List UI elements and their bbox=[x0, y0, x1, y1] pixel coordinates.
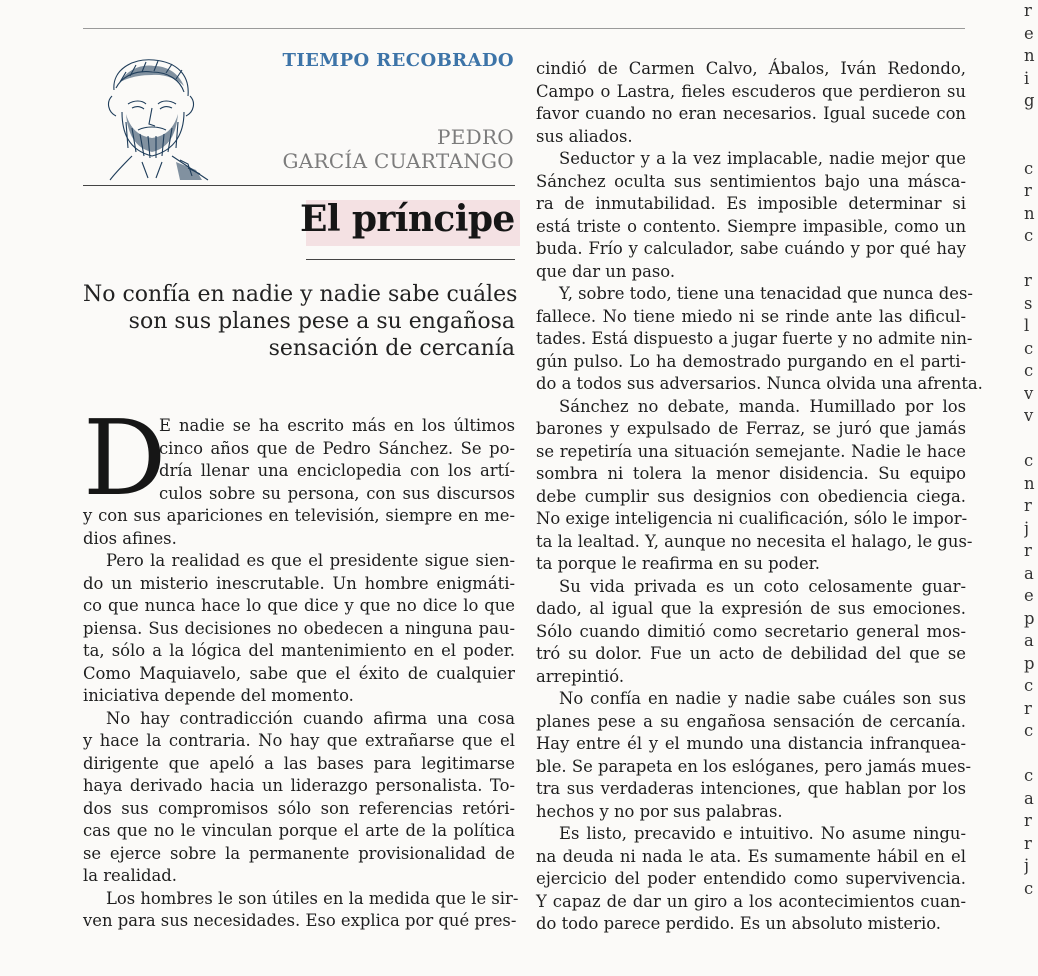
headline-divider bbox=[306, 259, 515, 260]
edge-letter: a bbox=[1024, 563, 1034, 583]
edge-letter: n bbox=[1024, 46, 1035, 65]
article-line: Hay entre él y el mundo una distancia infranquea- bbox=[536, 734, 966, 753]
article-line: sus aliados. bbox=[536, 126, 633, 146]
edge-letter: c bbox=[1024, 451, 1034, 470]
article-line: dos sus compromisos sólo son referencias retóri- bbox=[83, 798, 515, 818]
headline: El príncipe bbox=[300, 198, 515, 240]
article-line: do a todos sus adversarios. Nunca olvida una afrenta. bbox=[536, 374, 983, 393]
article-line: que dar un paso. bbox=[536, 261, 676, 281]
article-line: No confía en nadie y nadie sabe cuáles son sus bbox=[559, 689, 966, 708]
edge-letter: g bbox=[1024, 91, 1035, 110]
article-column-1 bbox=[83, 415, 519, 933]
article-line: sombra ni tolera la menor disidencia. Su equipo bbox=[536, 464, 966, 483]
standfirst-line: sensación de cercanía bbox=[268, 336, 515, 361]
edge-letter: i bbox=[1024, 68, 1030, 88]
author-last-name: GARCÍA CUARTANGO bbox=[282, 149, 514, 173]
article-line: E nadie se ha escrito más en los últimos bbox=[159, 416, 515, 435]
article-line: está triste o contento. Siempre impasible, como un bbox=[536, 216, 966, 236]
edge-letter: r bbox=[1024, 541, 1032, 560]
article-line: planes pese a su engañosa sensación de cercanía. bbox=[536, 711, 966, 731]
article-line: y con sus apariciones en televisión, siempre en me- bbox=[83, 506, 515, 525]
edge-letter: a bbox=[1024, 788, 1034, 808]
article-line: y hace la contraria. No hay que extrañarse que el bbox=[83, 731, 515, 750]
edge-letter: c bbox=[1024, 766, 1034, 785]
edge-letter: c bbox=[1024, 676, 1034, 695]
article-line: Sólo cuando dimitió como secretario general mos- bbox=[536, 621, 966, 641]
article-line: tró su dolor. Fue un acto de debilidad del que se bbox=[536, 644, 966, 663]
drop-cap: D bbox=[83, 397, 167, 519]
author-first-name: PEDRO bbox=[436, 125, 514, 149]
article-line: Sánchez oculta sus sentimientos bajo una másca- bbox=[536, 171, 966, 191]
article-line: arrepintió. bbox=[536, 666, 625, 686]
edge-letter: n bbox=[1024, 473, 1035, 493]
article-line: Y, sobre todo, tiene una tenacidad que nunca des- bbox=[559, 284, 973, 303]
article-line: No exige inteligencia ni cualificación, sólo le impor- bbox=[536, 509, 968, 528]
edge-letter: j bbox=[1024, 856, 1030, 875]
standfirst-line: No confía en nadie y nadie sabe cuáles bbox=[83, 282, 518, 307]
article-line: cindió de Carmen Calvo, Ábalos, Iván Redondo, bbox=[536, 59, 966, 78]
article-line: Seductor y a la vez implacable, nadie mejor que bbox=[559, 149, 966, 168]
article-line: co que nunca hace lo que dice y que no dice lo que bbox=[83, 596, 515, 615]
edge-letter: c bbox=[1024, 158, 1034, 178]
author-portrait bbox=[92, 52, 218, 182]
author-divider bbox=[83, 185, 515, 186]
edge-letter: r bbox=[1024, 833, 1032, 853]
edge-letter: r bbox=[1024, 811, 1032, 830]
article-line: piensa. Sus decisiones no obedecen a ninguna pau- bbox=[83, 618, 515, 638]
article-line: se ejerce sobre la permanente provisionalidad de bbox=[83, 843, 515, 863]
article-line: dios afines. bbox=[83, 528, 177, 548]
article-line: Como Maquiavelo, sabe que el éxito de cualquier bbox=[83, 663, 515, 683]
article-line: Los hombres le son útiles en la medida que le sir- bbox=[106, 888, 519, 908]
article-line: Sánchez no debate, manda. Humillado por los bbox=[559, 396, 966, 416]
article-line: debe cumplir sus designios con obediencia ciega. bbox=[536, 486, 966, 506]
article-line: ta, sólo a la lógica del mantenimiento en el poder. bbox=[83, 641, 515, 660]
article-line: buda. Frío y calculador, sabe cuándo y por qué hay bbox=[536, 239, 966, 258]
article-line: haya derivado hacia un liderazgo personalista. To- bbox=[83, 776, 515, 795]
standfirst bbox=[83, 281, 518, 362]
article-line: tades. Está dispuesto a jugar fuerte y no admite nin- bbox=[536, 329, 973, 348]
article-line: gún pulso. Lo ha demostrado purgando en el parti- bbox=[536, 351, 966, 371]
article-line: la realidad. bbox=[83, 866, 177, 885]
edge-letter: p bbox=[1024, 608, 1035, 628]
article-line: hechos y no por sus palabras. bbox=[536, 801, 783, 821]
article-line: favor cuando no eran necesarios. Igual sucede con bbox=[536, 104, 966, 123]
article-line: Es listo, precavido e intuitivo. No asume ningu- bbox=[559, 824, 966, 843]
article-line: ejercicio del poder entendido como supervivencia. bbox=[536, 869, 966, 888]
article-line: na deuda ni nada le ata. Es sumamente hábil en el bbox=[536, 846, 966, 866]
edge-letter bbox=[1024, 743, 1038, 766]
edge-letter: c bbox=[1024, 361, 1034, 380]
article-line: ra de inmutabilidad. Es imposible determinar si bbox=[536, 194, 966, 213]
edge-letter: r bbox=[1024, 698, 1032, 718]
edge-letter: v bbox=[1024, 406, 1034, 425]
article-line: Pero la realidad es que el presidente sigue sien- bbox=[106, 551, 515, 570]
article-line: dirigente que apeló a las bases para legitimarse bbox=[83, 753, 515, 773]
edge-letter: r bbox=[1024, 1, 1032, 20]
article-line: Y capaz de dar un giro a los acontecimientos cuan- bbox=[536, 891, 966, 911]
edge-letter: c bbox=[1024, 226, 1034, 245]
top-rule bbox=[83, 28, 965, 29]
article-line: dría llenar una enciclopedia con los artí- bbox=[159, 461, 515, 480]
edge-letter: v bbox=[1024, 383, 1034, 403]
article-line: No hay contradicción cuando afirma una cosa bbox=[106, 708, 515, 728]
article-line: ta porque le reafirma en su poder. bbox=[536, 554, 820, 573]
article-line: barones y expulsado de Ferraz, se juró que jamás bbox=[536, 419, 966, 438]
edge-letter: a bbox=[1024, 631, 1034, 650]
edge-letter: r bbox=[1024, 496, 1032, 515]
article-line: cas que no le vinculan porque el arte de la política bbox=[83, 821, 515, 840]
edge-letter: n bbox=[1024, 203, 1035, 223]
edge-letter bbox=[1024, 248, 1038, 271]
article-line: ven para sus necesidades. Eso explica por qué pres- bbox=[83, 911, 517, 930]
edge-letter: c bbox=[1024, 878, 1034, 898]
edge-letter: j bbox=[1024, 518, 1030, 538]
edge-letter: r bbox=[1024, 181, 1032, 200]
article-line: do todo parece perdido. Es un absoluto misterio. bbox=[536, 914, 942, 933]
standfirst-line: son sus planes pese a su engañosa bbox=[128, 309, 515, 334]
article-line: ta la lealtad. Y, aunque no necesita el halago, le gus- bbox=[536, 531, 973, 551]
edge-letter bbox=[1024, 113, 1038, 136]
edge-letter bbox=[1024, 135, 1038, 158]
edge-letter: l bbox=[1024, 316, 1030, 335]
article-line: fallece. No tiene miedo ni se rinde ante las dificul- bbox=[536, 306, 966, 326]
edge-letter: r bbox=[1024, 271, 1032, 290]
section-label: TIEMPO RECOBRADO bbox=[282, 50, 514, 71]
article-line: ble. Se parapeta en los eslóganes, pero jamás mues- bbox=[536, 756, 972, 776]
adjacent-column-edge bbox=[1024, 0, 1038, 976]
edge-letter: s bbox=[1024, 293, 1033, 313]
article-line: cinco años que de Pedro Sánchez. Se po- bbox=[159, 438, 515, 458]
article-line: iniciativa depende del momento. bbox=[83, 686, 354, 705]
article-line: do un misterio inescrutable. Un hombre enigmáti- bbox=[83, 573, 515, 593]
article-line: se repetiría una situación semejante. Nadie le hace bbox=[536, 441, 966, 461]
edge-letter: e bbox=[1024, 23, 1034, 43]
edge-letter: p bbox=[1024, 653, 1035, 673]
article-line: culos sobre su persona, con sus discursos bbox=[159, 483, 515, 503]
article-line: dado, al igual que la expresión de sus emociones. bbox=[536, 599, 966, 618]
edge-letter: c bbox=[1024, 721, 1034, 740]
article-line: Campo o Lastra, fieles escuderos que perdieron su bbox=[536, 81, 966, 101]
edge-letter: c bbox=[1024, 338, 1034, 358]
article-line: Su vida privada es un coto celosamente guar- bbox=[559, 576, 966, 596]
article-column-2 bbox=[536, 58, 983, 936]
article-line: tra sus verdaderas intenciones, que hablan por los bbox=[536, 779, 966, 798]
edge-letter bbox=[1024, 428, 1038, 451]
edge-letter: e bbox=[1024, 586, 1034, 605]
